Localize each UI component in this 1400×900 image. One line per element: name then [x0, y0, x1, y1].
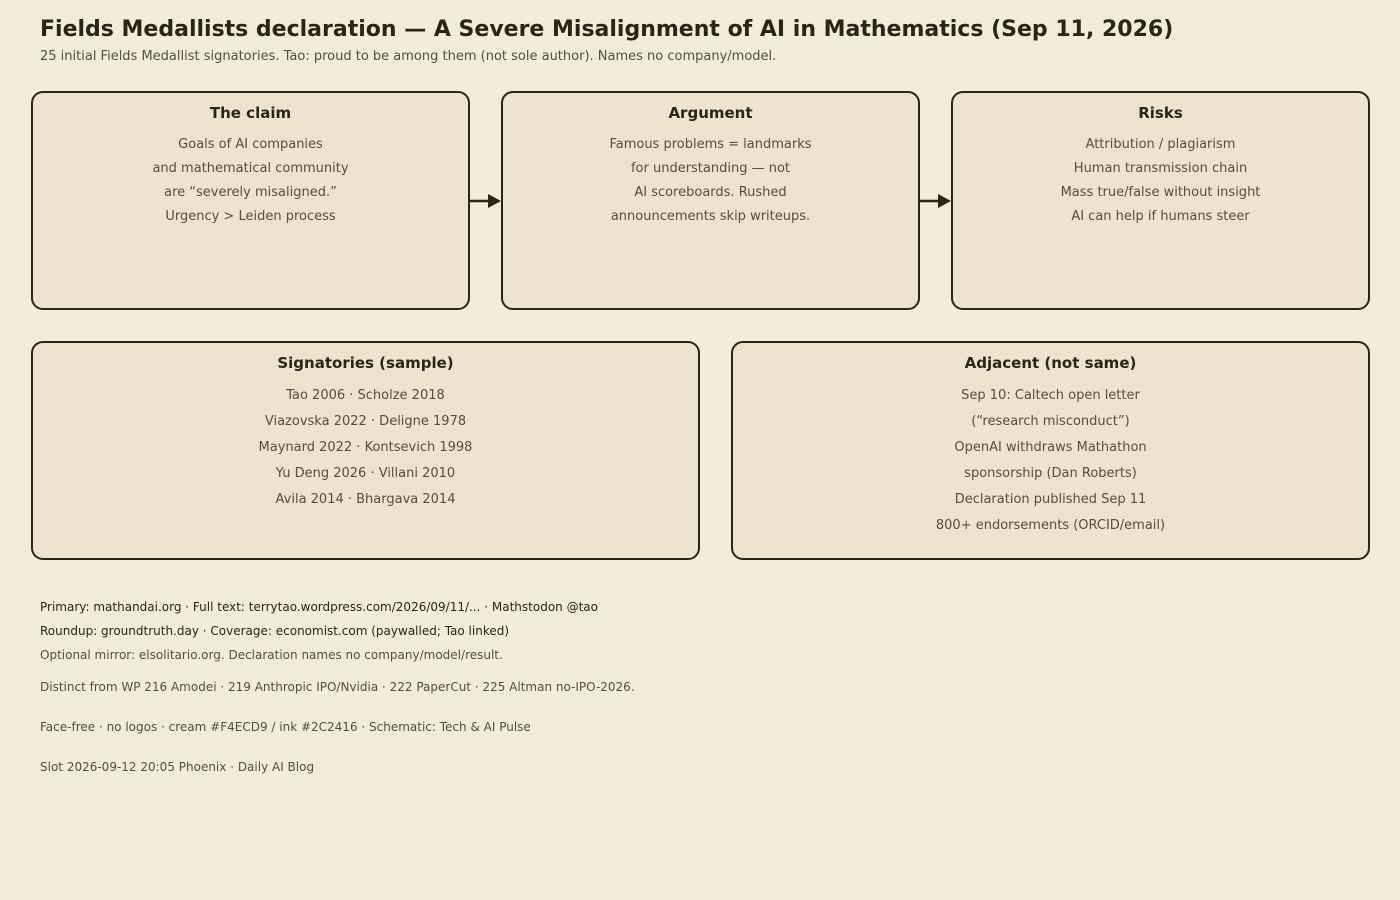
risks-box [951, 91, 1370, 310]
signatories-line: Maynard 2022 · Kontsevich 1998 [258, 440, 473, 455]
claim-line: are “severely misaligned.” [164, 185, 337, 200]
risks-box-title: Risks [1138, 104, 1183, 122]
argument-line: AI scoreboards. Rushed [634, 185, 787, 200]
claim-box [31, 91, 470, 310]
adjacent-line: 800+ endorsements (ORCID/email) [935, 518, 1166, 533]
roundup-note: Roundup: groundtruth.day · Coverage: economist.com (paywalled; Tao linked) [40, 624, 510, 638]
argument-box [501, 91, 920, 310]
slot-note: Slot 2026-09-12 20:05 Phoenix · Daily AI Blog [40, 760, 315, 774]
adjacent-line: Declaration published Sep 11 [954, 492, 1147, 507]
risks-line: Attribution / plagiarism [1085, 137, 1236, 152]
claim-line: Goals of AI companies [178, 137, 323, 152]
right-arrow-icon [918, 192, 954, 210]
page-title: Fields Medallists declaration — A Severe Misalignment of AI in Mathematics (Sep 11, 2026) [40, 17, 1174, 42]
page-subtitle: 25 initial Fields Medallist signatories. Tao: proud to be among them (not sole author). Names no company/model. [40, 49, 777, 64]
claim-line: and mathematical community [152, 161, 349, 176]
adjacent-line: sponsorship (Dan Roberts) [964, 466, 1137, 481]
adjacent-line: OpenAI withdraws Mathathon [954, 440, 1147, 455]
signatories-line: Tao 2006 · Scholze 2018 [286, 388, 445, 403]
claim-line: Urgency > Leiden process [165, 209, 336, 224]
mirror-note: Optional mirror: elsolitario.org. Declaration names no company/model/result. [40, 648, 503, 662]
argument-line: announcements skip writeups. [610, 209, 811, 224]
signatories-line: Viazovska 2022 · Deligne 1978 [264, 414, 467, 429]
style-note: Face-free · no logos · cream #F4ECD9 / ink #2C2416 · Schematic: Tech & AI Pulse [40, 720, 531, 734]
adjacent-box-title: Adjacent (not same) [964, 354, 1137, 372]
distinct-note: Distinct from WP 216 Amodei · 219 Anthropic IPO/Nvidia · 222 PaperCut · 225 Altman no-IPO-2026. [40, 680, 635, 694]
signatories-line: Yu Deng 2026 · Villani 2010 [275, 466, 456, 481]
argument-line: for understanding — not [630, 161, 791, 176]
risks-line: Human transmission chain [1073, 161, 1248, 176]
adjacent-line: (“research misconduct”) [971, 414, 1130, 429]
risks-line: AI can help if humans steer [1071, 209, 1250, 224]
signatories-box [31, 341, 700, 560]
primary-sources-note: Primary: mathandai.org · Full text: terrytao.wordpress.com/2026/09/11/... · Mathstodon @tao [40, 600, 598, 614]
claim-box-title: The claim [209, 104, 292, 122]
adjacent-box [731, 341, 1370, 560]
risks-line: Mass true/false without insight [1060, 185, 1261, 200]
adjacent-line: Sep 10: Caltech open letter [961, 388, 1140, 403]
argument-line: Famous problems = landmarks [609, 137, 812, 152]
argument-box-title: Argument [668, 104, 753, 122]
right-arrow-icon [468, 192, 504, 210]
signatories-line: Avila 2014 · Bhargava 2014 [275, 492, 456, 507]
signatories-box-title: Signatories (sample) [277, 354, 454, 372]
